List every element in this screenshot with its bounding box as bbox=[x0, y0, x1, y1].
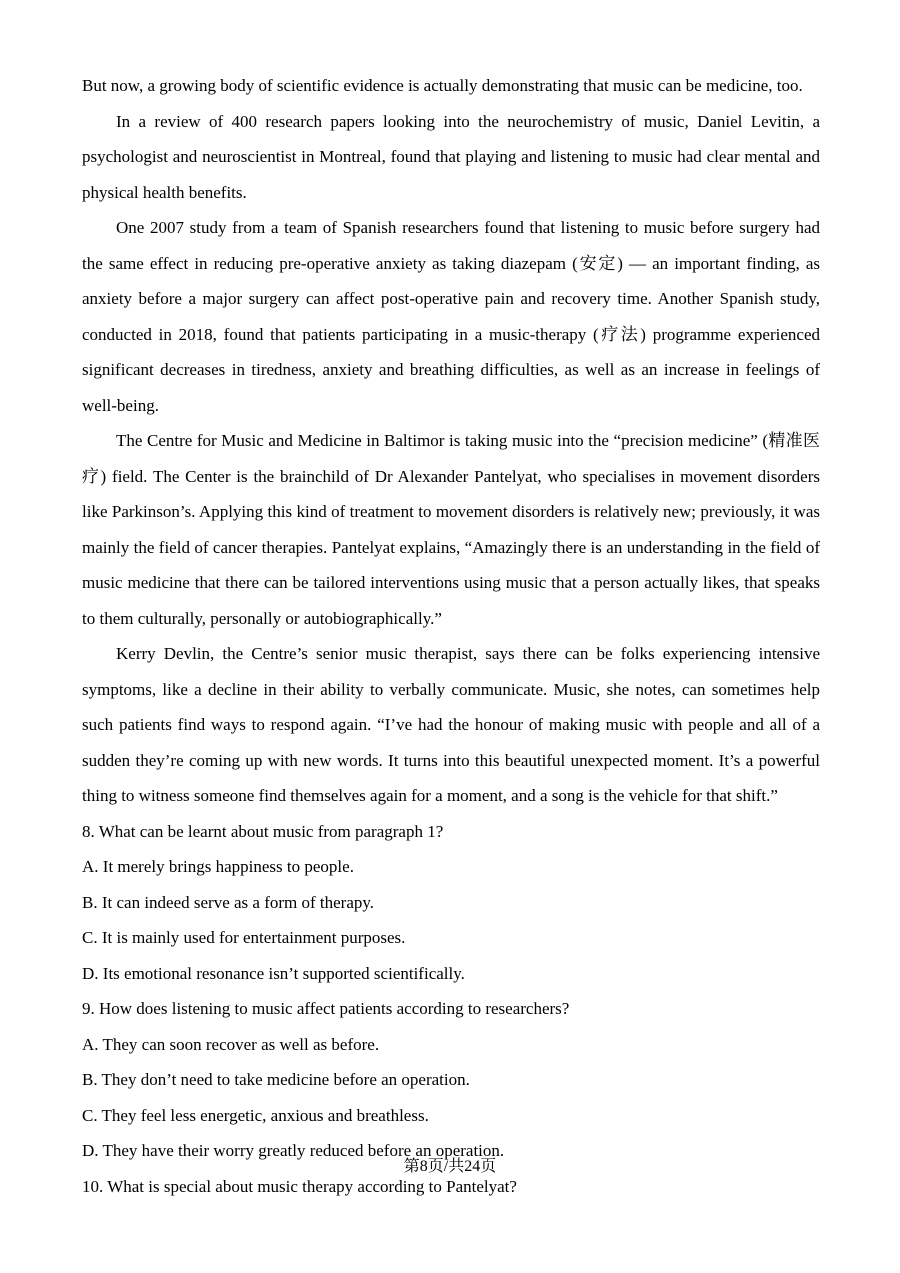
question-section bbox=[82, 814, 820, 1205]
question-option: C. They feel less energetic, anxious and breathless. bbox=[82, 1105, 429, 1125]
question-stem: 10. What is special about music therapy according to Pantelyat? bbox=[82, 1176, 517, 1196]
passage-paragraph: Kerry Devlin, the Centre’s senior music therapist, says there can be folks experiencing intensive symptoms, like a decline in their ability to verbally communicate. Music, she notes, can sometimes help such patients find ways to respond again. “I’ve had the honour of making music with people and all of a sudden they’re coming up with new words. It turns into this beautiful unexpected moment. It’s a powerful thing to witness someone find themselves again for a moment, and a song is the vehicle for that shift.” bbox=[82, 644, 820, 805]
passage-paragraph: But now, a growing body of scientific evidence is actually demonstrating that music can be medicine, too. bbox=[82, 76, 803, 95]
passage-paragraph: In a review of 400 research papers looking into the neurochemistry of music, Daniel Levitin, a psychologist and neuroscientist in Montreal, found that playing and listening to music had clear mental and physical health benefits. bbox=[82, 111, 820, 202]
question-stem: 9. How does listening to music affect patients according to researchers? bbox=[82, 999, 570, 1018]
question-option: D. Its emotional resonance isn’t supported scientifically. bbox=[82, 963, 465, 983]
page-number-footer: 第8页/共24页 bbox=[403, 1158, 497, 1175]
question-option: A. It merely brings happiness to people. bbox=[82, 857, 354, 876]
question-stem: 8. What can be learnt about music from paragraph 1? bbox=[82, 821, 444, 841]
passage-paragraph: The Centre for Music and Medicine in Baltimor is taking music into the “precision medicine” (精准医疗) field. The Center is the brainchild of Dr Alexander Pantelyat, who specialises in movement disorders like Parkinson’s. Applying this kind of treatment to movement disorders is relatively new; previously, it was mainly the field of cancer therapies. Pantelyat explains, “Amazingly there is an understanding in the field of music medicine that there can be tailored interventions using music that a person actually likes, that speaks to them culturally, personally or autobiographically.” bbox=[82, 431, 820, 628]
passage-paragraph: One 2007 study from a team of Spanish researchers found that listening to music before surgery had the same effect in reducing pre-operative anxiety as taking diazepam (安定) — an important finding, as anxiety before a major surgery can affect post-operative pain and recovery time. Another Spanish study, conducted in 2018, found that patients participating in a music-therapy (疗法) programme experienced significant decreases in tiredness, anxiety and breathing difficulties, as well as an increase in feelings of well-being. bbox=[82, 218, 820, 415]
page-content bbox=[82, 68, 820, 1204]
reading-passage bbox=[82, 68, 820, 814]
question-option: A. They can soon recover as well as before. bbox=[82, 1034, 380, 1054]
question-option: D. They have their worry greatly reduced before an operation. bbox=[82, 1141, 505, 1160]
question-option: B. It can indeed serve as a form of therapy. bbox=[82, 892, 375, 912]
question-option: C. It is mainly used for entertainment purposes. bbox=[82, 928, 406, 947]
question-option: B. They don’t need to take medicine before an operation. bbox=[82, 1070, 470, 1089]
